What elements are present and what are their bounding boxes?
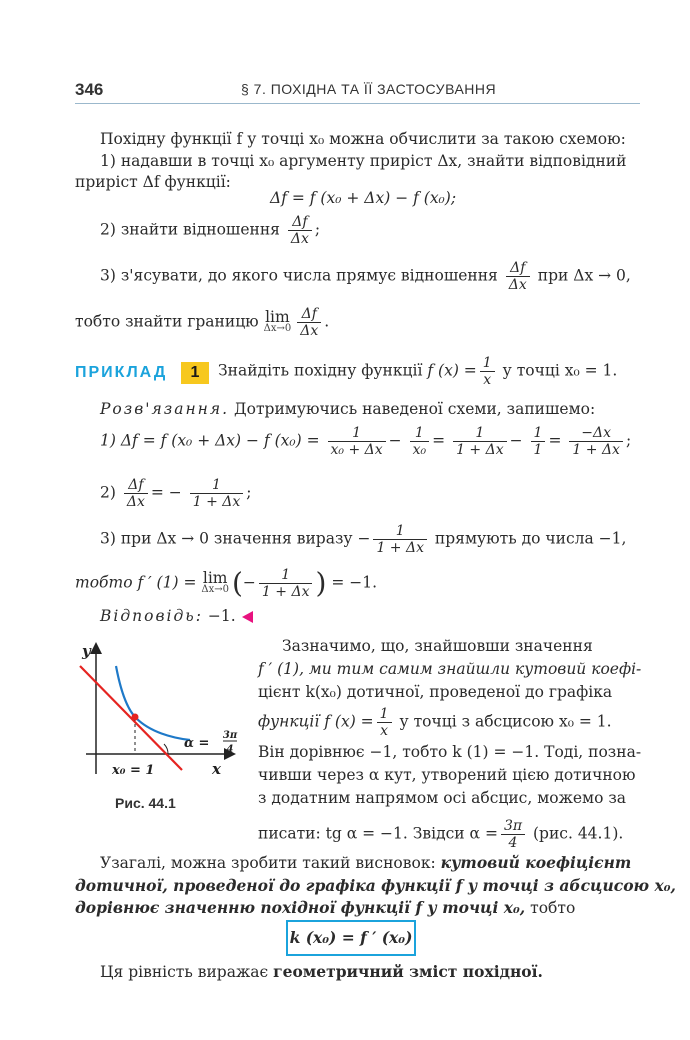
page-number: 346 — [75, 80, 104, 99]
formula-delta-f: Δf = f (x₀ + Δx) − f (x₀); — [270, 189, 457, 207]
key-formula-box: k (x₀) = f ′ (x₀) — [286, 920, 416, 956]
limit-fraction — [297, 306, 321, 339]
s1-frac2-num: 1 — [414, 425, 424, 441]
comment8-fraction — [501, 818, 525, 851]
task-den: x — [480, 371, 495, 388]
s2-left-num: Δf — [128, 477, 144, 493]
s4-prefix: тобто f ′ (1) = — [75, 573, 197, 592]
s3-text: 3) при Δx → 0 значення виразу − — [100, 529, 371, 548]
s1-frac3-num: 1 — [475, 425, 485, 441]
ratio-fraction — [288, 214, 312, 247]
step3-text: 3) з'ясувати, до якого числа прямує відношення — [100, 266, 498, 285]
comment-line3: цієнт k(x₀) дотичної, проведеної до графіка — [258, 683, 613, 701]
s1-eq2: = — [548, 431, 562, 450]
s1-minus1: − — [388, 431, 402, 450]
s4-paren-open: ( — [231, 566, 243, 600]
scheme-intro: Похідну функції f у точці x₀ можна обчислити за такою схемою: — [100, 130, 626, 148]
solution-step4 — [75, 567, 377, 600]
task-tail: у точці x₀ = 1. — [502, 361, 618, 380]
s4-tail: = −1. — [331, 573, 378, 592]
comment-line5: Він дорівнює −1, тобто k (1) = −1. Тоді, позна- — [258, 743, 642, 761]
example-task — [218, 355, 617, 388]
step3-tail: при Δx → 0, — [537, 266, 631, 285]
s3-tail: прямують до числа −1, — [434, 529, 627, 548]
s1-frac5-den: 1 + Δx — [569, 441, 623, 458]
s2-left-den: Δx — [124, 493, 148, 510]
s4-inner-minus: − — [242, 573, 256, 592]
comment8-a: писати: tg α = −1. Звідси α = — [258, 824, 498, 843]
angle-den: 4 — [226, 744, 234, 755]
scheme-step3 — [100, 260, 631, 293]
limit-den: Δx — [297, 322, 321, 339]
comment-line6: чивши через α кут, утворений цією дотичною — [258, 766, 636, 784]
s1-frac1 — [328, 425, 386, 458]
comment-line1: Зазначимо, що, знайшовши значення — [282, 637, 593, 655]
limit-operator — [263, 307, 292, 335]
s1-minus2: − — [509, 431, 523, 450]
conclusion-line1 — [100, 853, 631, 873]
task-func-lhs: f (x) = — [427, 361, 477, 380]
answer-line — [100, 606, 253, 626]
s1-frac2-den: x₀ — [410, 441, 430, 458]
solution-intro — [100, 399, 595, 419]
header-rule — [75, 103, 640, 104]
s1-frac5-num: −Δx — [581, 425, 612, 441]
solution-step2: 2) $\frac{\Delta f}{\Delta x}$ = − $\frac{1}{1 + \Delta x}$ ; — [100, 477, 252, 510]
ratio-den: Δx — [288, 230, 312, 247]
s3-num: 1 — [395, 523, 405, 539]
step2-text: 2) знайти відношення — [100, 220, 280, 239]
conclusion1-a: Узагалі, можна зробити такий висновок: — [100, 854, 436, 872]
comment-line8 — [258, 818, 623, 851]
s1-frac4-num: 1 — [533, 425, 543, 441]
solution-step3 — [100, 523, 626, 556]
task-num: 1 — [482, 355, 492, 371]
s4-lim — [201, 568, 229, 596]
s4-lim-under: Δx→0 — [201, 583, 229, 595]
figure-caption: Рис. 44.1 — [115, 795, 176, 811]
answer-value: −1. — [207, 607, 236, 625]
example-number: 1 — [181, 362, 209, 384]
tangent-point — [132, 714, 139, 721]
step3-den: Δx — [506, 276, 530, 293]
scheme-limit-line — [75, 306, 329, 339]
conclusion-line3 — [75, 898, 575, 918]
step3-fraction — [506, 260, 530, 293]
axis-y-label: y — [82, 642, 91, 660]
answer-label: Відповідь: — [100, 607, 203, 625]
conclusion3-a: дорівнює значенню похідної функції f у точці x₀, — [75, 898, 526, 917]
s2-right-den: 1 + Δx — [190, 493, 244, 510]
example-label: ПРИКЛАД — [75, 364, 168, 381]
s1-frac3-den: 1 + Δx — [453, 441, 507, 458]
s1-frac2 — [410, 425, 430, 458]
lim-under: Δx→0 — [263, 322, 292, 334]
comment8-b: (рис. 44.1). — [532, 824, 624, 843]
section-header: § 7. ПОХІДНА ТА ЇЇ ЗАСТОСУВАННЯ — [241, 81, 497, 97]
solution-step1: 1) Δf = f (x₀ + Δx) − f (x₀) = $\frac{1}{\text{x₀ + Δx}}$ − $\frac{1}{\text{x₀}}$ = $\frac{1}{1 + \Delta x}$ − $\frac{1}{1}$ = $\frac{-\Delta x}{1 + \Delta x}$ ; — [100, 425, 632, 458]
conclusion-line2: дотичної, проведеної до графіка функції f у точці з абсцисою x₀, — [75, 876, 676, 895]
ratio-num: Δf — [292, 214, 308, 230]
limit-period: . — [324, 312, 330, 331]
final-b: геометричний зміст похідної. — [273, 962, 543, 981]
scheme-step2 — [100, 214, 320, 247]
s2-prefix: 2) — [100, 483, 116, 502]
s1-frac5 — [569, 425, 623, 458]
s1-prefix: 1) Δf = f (x₀ + Δx) − f (x₀) = — [100, 431, 320, 450]
lim-word: lim — [265, 307, 290, 326]
s3-den: 1 + Δx — [373, 539, 427, 556]
s4-fraction — [259, 567, 313, 600]
axis-x-label: x — [212, 760, 221, 778]
s2-right-num: 1 — [212, 477, 221, 493]
comment4-den: x — [377, 722, 392, 739]
point-label: x₀ = 1 — [112, 763, 155, 778]
comment4-num: 1 — [379, 706, 389, 722]
solution-label: Розв'язання. — [100, 400, 230, 418]
s3-fraction — [373, 523, 427, 556]
s1-frac1-num: 1 — [352, 425, 362, 441]
conclusion3-b: тобто — [530, 899, 576, 917]
s2-frac-left — [124, 477, 148, 510]
s1-frac4 — [531, 425, 546, 458]
s1-frac1-den: x₀ + Δx — [328, 441, 386, 458]
solution-text: Дотримуючись наведеної схеми, запишемо: — [234, 400, 596, 418]
step2-semicolon: ; — [314, 220, 321, 239]
conclusion1-b: кутовий коефіцієнт — [440, 853, 632, 872]
s2-frac-right — [190, 477, 244, 510]
s2-eq: = − — [150, 483, 182, 502]
end-marker-icon — [242, 611, 253, 623]
limit-num: Δf — [301, 306, 317, 322]
scheme-step1b: приріст Δf функції: — [75, 173, 231, 191]
final-line — [100, 962, 543, 982]
s4-lim-word: lim — [202, 568, 228, 587]
step3-num: Δf — [510, 260, 526, 276]
angle-label: α = — [184, 736, 210, 751]
s4-num: 1 — [281, 567, 291, 583]
s4-paren-close: ) — [315, 566, 327, 600]
task-text: Знайдіть похідну функції — [218, 361, 423, 380]
s4-den: 1 + Δx — [259, 583, 313, 600]
final-a: Ця рівність виражає — [100, 963, 269, 981]
comment-line2: f ′ (1), ми тим самим знайшли кутовий коефі- — [258, 660, 642, 678]
s1-frac4-den: 1 — [531, 441, 546, 458]
comment8-num: 3π — [503, 818, 523, 834]
figure-graph — [72, 640, 247, 780]
comment8-den: 4 — [501, 834, 525, 851]
s1-eq1: = — [432, 431, 446, 450]
comment-line7: з додатним напрямом осі абсцис, можемо за — [258, 789, 627, 807]
angle-num: 3π — [222, 730, 238, 741]
hyperbola-curve — [116, 666, 190, 740]
s1-frac3 — [453, 425, 507, 458]
comment-line4 — [258, 706, 612, 739]
limit-text: тобто знайти границю — [75, 312, 259, 331]
task-fraction — [480, 355, 495, 388]
scheme-step1a: 1) надавши в точці x₀ аргументу приріст Δx, знайти відповідний — [100, 152, 627, 170]
comment4-fraction — [377, 706, 392, 739]
comment4-b: у точці з абсцисою x₀ = 1. — [399, 712, 612, 731]
comment4-a: функції f (x) = — [258, 712, 374, 731]
